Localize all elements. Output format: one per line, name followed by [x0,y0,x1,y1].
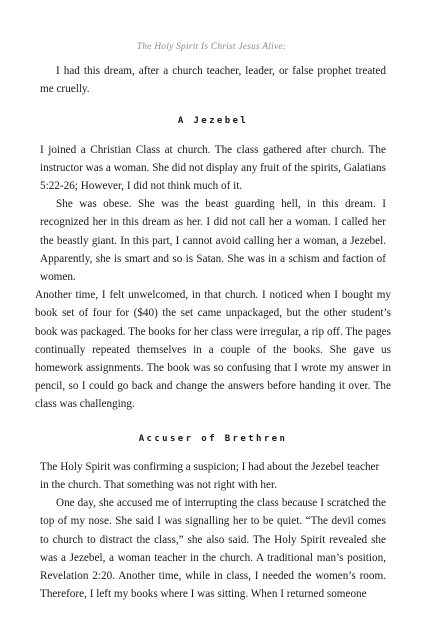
running-header: The Holy Spirit Is Christ Jesus Alive: [136,42,287,52]
section-heading-accuser-of-brethren: Accuser of Brethren [138,433,288,444]
paragraph: Another time, I felt unwelcomed, in that church. I noticed when I bought my book set of four for ($40) the set came unpackaged, but the other student’s book was packaged. The books for her class were irregular, a rip off. The pages continually repeated themselves in a couple of the books. She gave us homework assignments. The book was so confusing that I wrote my answer in pencil, so I could go back and change the answers before handing it over. The class was challenging. [35,289,391,411]
page-content [35,62,391,603]
paragraph: The Holy Spirit was confirming a suspicion; I had about the Jezebel teacher in the church. That something was not right with her. [40,460,380,492]
paragraph: One day, she accused me of interrupting the class because I scratched the top of my nose. She said I was signalling her to be quiet. “The devil comes to church to distract the class,” she also said. The Holy Spirit revealed she was a Jezebel, a woman teacher in the church. A traditional man’s position, Revelation 2:20. Another time, while in class, I needed the women’s room. Therefore, I left my books where I was sitting. When I returned someone [40,497,386,601]
section-heading-jezebel: A Jezebel [177,116,249,127]
intro-paragraph: I had this dream, after a church teacher, leader, or false prophet treated me cruelly. [40,65,386,96]
paragraph: I joined a Christian Class at church. The class gathered after church. The instructor was a woman. She did not display any fruit of the spirits, Galatians 5:22-26; However, I did not think much of it. [40,143,386,193]
paragraph: She was obese. She was the beast guarding hell, in this dream. I recognized her in this dream as her. I did not call her a woman. I called her the beastly giant. In this part, I cannot avoid calling her a woman, a Jezebel. Apparently, she is smart and so is Satan. She was in a schism and faction of women. [40,198,386,284]
